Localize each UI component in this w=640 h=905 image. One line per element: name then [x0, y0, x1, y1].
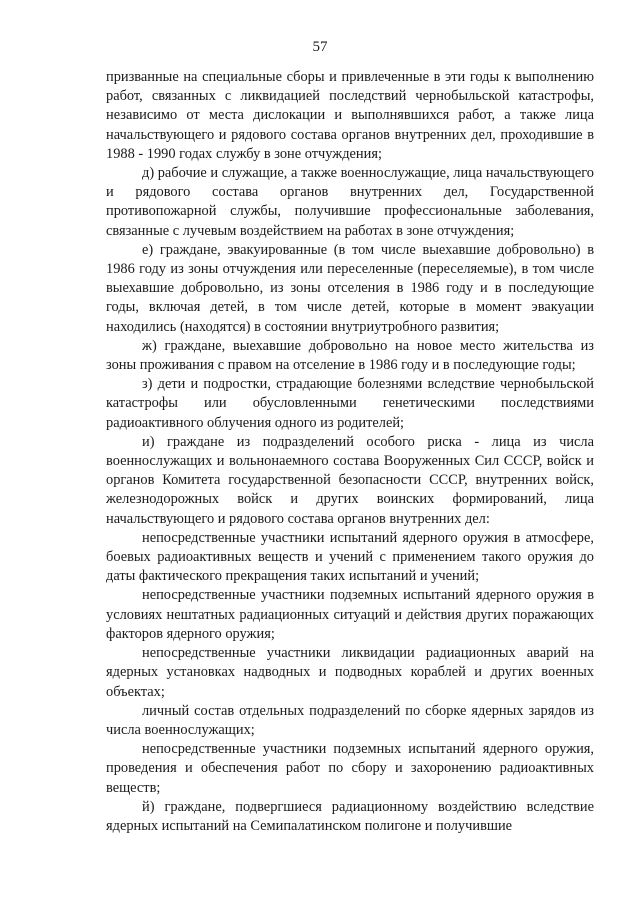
paragraph-item-j: й) граждане, подвергшиеся радиационному воздействию вследствие ядерных испытаний на Семипалатинском полигоне и получившие	[106, 798, 594, 834]
paragraph-item-e: е) граждане, эвакуированные (в том числе выехавшие добровольно) в 1986 году из зоны отчуждения или переселенные (переселяемые), в том числе выехавшие добровольно, из зоны отселения в 1986 году и в последующие годы, включая детей, в том числе детей, которые в момент эвакуации находились (находятся) в состоянии внутриутробного развития;	[106, 241, 594, 335]
paragraph-subitem-atmosphere-tests: непосредственные участники испытаний ядерного оружия в атмосфере, боевых радиоактивных веществ и учений с применением такого оружия до даты фактического прекращения таких испытаний и учений;	[106, 529, 594, 585]
paragraph-item-d: д) рабочие и служащие, а также военнослужащие, лица начальствующего и рядового состава органов внутренних дел, Государственной противопожарной службы, получившие профессиональные заболевания, связанные с лучевым воздействием на работах в зоне отчуждения;	[106, 165, 594, 239]
document-body	[106, 68, 594, 836]
paragraph-subitem-waste-burial: непосредственные участники подземных испытаний ядерного оружия, проведения и обеспечения работ по сбору и захоронению радиоактивных веществ;	[106, 741, 594, 796]
paragraph-continuation: призванные на специальные сборы и привлеченные в эти годы к выполнению работ, связанных с ликвидацией последствий чернобыльской катастрофы, независимо от места дислокации и выполнявшихся работ, а также лица начальствующего и рядового состава органов внутренних дел, проходившие в 1988 - 1990 годах службу в зоне отчуждения;	[106, 69, 594, 162]
paragraph-item-zh: ж) граждане, выехавшие добровольно на новое место жительства из зоны проживания с правом на отселение в 1986 году и в последующие годы;	[106, 337, 594, 374]
paragraph-subitem-underground-tests: непосредственные участники подземных испытаний ядерного оружия в условиях нештатных радиационных ситуаций и действия других поражающих факторов ядерного оружия;	[106, 587, 594, 642]
page-number: 57	[312, 39, 328, 55]
paragraph-subitem-ship-accidents: непосредственные участники ликвидации радиационных аварий на ядерных установках надводных и подводных кораблей и других военных объектах;	[106, 645, 594, 700]
paragraph-item-i: и) граждане из подразделений особого риска - лица из числа военнослужащих и вольнонаемного состава Вооруженных Сил СССР, войск и органов Комитета государственной безопасности СССР, внутренних войск, железнодорожных войск и других воинских формирований, лица начальствующего и рядового состава органов внутренних дел:	[106, 433, 594, 527]
paragraph-subitem-assembly-personnel: личный состав отдельных подразделений по сборке ядерных зарядов из числа военнослужащих;	[106, 702, 594, 738]
paragraph-item-z: з) дети и подростки, страдающие болезнями вследствие чернобыльской катастрофы или обусловленными генетическими последствиями радиоактивного облучения одного из родителей;	[106, 376, 594, 431]
